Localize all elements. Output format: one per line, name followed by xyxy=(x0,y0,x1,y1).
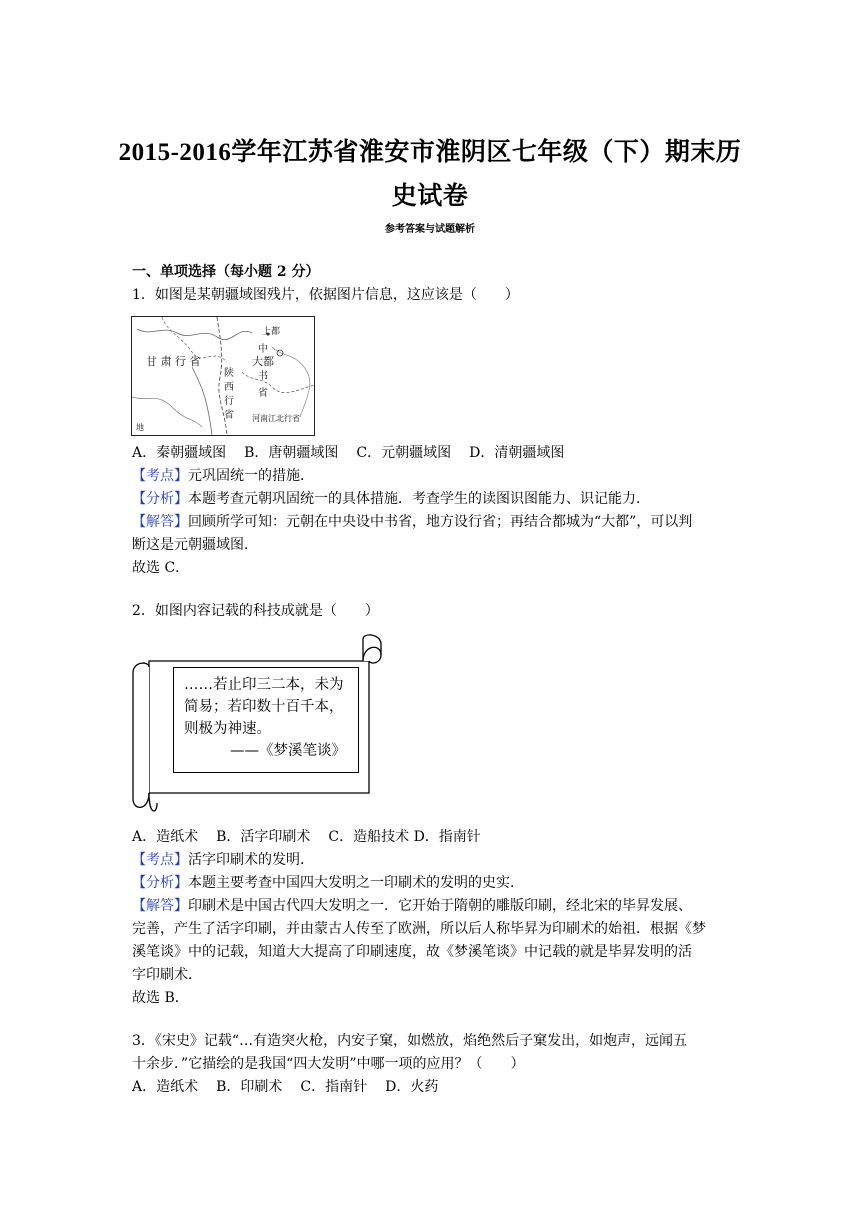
map-label-shaanxi: 陕西行省 xyxy=(224,368,234,421)
scroll-line-1: ……若止印三二本，未为 xyxy=(184,677,344,693)
fenxi-tag: 【分析】 xyxy=(132,875,188,891)
q2-fenxi-text: 本题主要考查中国四大发明之一印刷术的发明的史实． xyxy=(188,875,524,891)
q1-option-b[interactable]: B．唐朝疆域图 xyxy=(244,445,339,461)
q2-option-a[interactable]: A．造纸术 xyxy=(132,829,199,845)
q1-jieda-2: 断这是元朝疆域图． xyxy=(132,537,258,553)
page-title-line1: 2015-2016学年江苏省淮安市淮阴区七年级（下）期末历 xyxy=(118,139,742,166)
scroll-text-box xyxy=(173,667,359,773)
q2-jieda-text-1: 印刷术是中国古代四大发明之一．它开始于隋朝的雕版印刷，经北宋的毕昇发展、 xyxy=(188,898,692,914)
page-subtitle: 参考答案与试题解析 xyxy=(385,224,475,235)
kaodian-tag: 【考点】 xyxy=(132,468,188,484)
map-label-dadu: 大都 xyxy=(252,355,274,368)
q3-stem-2: 十余步．”它描绘的是我国“四大发明”中哪一项的应用？（ ） xyxy=(132,1056,525,1072)
kaodian-tag: 【考点】 xyxy=(132,852,188,868)
map-label-shu: 书 xyxy=(258,371,268,382)
q1-answer: 故选 C． xyxy=(132,560,190,576)
q2-kaodian xyxy=(132,850,732,870)
map-label-di: 地 xyxy=(136,423,144,432)
q1-kaodian-text: 元巩固统一的措施． xyxy=(188,468,314,484)
map-label-gansu: 甘 肃 行 省 xyxy=(146,355,201,368)
q2-jieda-2: 完善，产生了活字印刷，并由蒙古人传至了欧洲，所以后人称毕昇为印刷术的始祖．根据《梦 xyxy=(132,921,706,937)
q2-jieda-4: 字印刷术． xyxy=(132,967,202,983)
q1-options xyxy=(132,443,732,463)
q2-stem: 2．如图内容记载的科技成就是（ ） xyxy=(132,603,379,619)
q1-option-d[interactable]: D．清朝疆域图 xyxy=(469,445,565,461)
q3-option-b[interactable]: B．印刷术 xyxy=(216,1079,283,1095)
section-heading: 一、单项选择（每小题 2 分） xyxy=(132,264,320,280)
q1-kaodian xyxy=(132,466,732,486)
q2-kaodian-text: 活字印刷术的发明． xyxy=(188,852,314,868)
q1-option-c[interactable]: C．元朝疆域图 xyxy=(356,445,452,461)
q3-option-d[interactable]: D．火药 xyxy=(385,1079,439,1095)
q3-options xyxy=(132,1077,732,1097)
q1-fenxi-text: 本题考查元朝巩固统一的具体措施．考查学生的读图识图能力、识记能力． xyxy=(188,491,650,507)
jieda-tag: 【解答】 xyxy=(132,514,188,530)
q2-options xyxy=(132,827,732,847)
page-title-line2: 史试卷 xyxy=(391,183,469,210)
q1-option-a[interactable]: A．秦朝疆域图 xyxy=(132,445,227,461)
q3-option-c[interactable]: C．指南针 xyxy=(300,1079,368,1095)
fenxi-tag: 【分析】 xyxy=(132,491,188,507)
map-label-sheng: 省 xyxy=(258,388,268,399)
q1-stem: 1．如图是某朝疆域图残片，依据图片信息，这应该是（ ） xyxy=(132,287,519,303)
q2-jieda xyxy=(132,896,732,916)
q1-fenxi xyxy=(132,489,732,509)
scroll-line-4: ——《梦溪笔谈》 xyxy=(230,743,346,759)
q1-jieda xyxy=(132,512,732,532)
scroll-line-3: 则极为神速。 xyxy=(184,721,271,737)
q1-map-figure xyxy=(131,316,315,436)
q2-option-cd[interactable]: C．造船技术 D．指南针 xyxy=(328,829,481,845)
q2-option-b[interactable]: B．活字印刷术 xyxy=(216,829,311,845)
q2-fenxi xyxy=(132,873,732,893)
q2-scroll-figure xyxy=(131,633,383,815)
map-label-shangdu: 上都 xyxy=(262,327,281,337)
map-label-zhong: 中 xyxy=(258,344,268,355)
q3-stem-1: 3．《宋史》记载“…有造突火枪，内安子窠，如燃放，焰绝然后子窠发出，如炮声，远闻五 xyxy=(132,1033,688,1049)
q1-jieda-text-1: 回顾所学可知：元朝在中央设中书省，地方设行省；再结合都城为“大都”，可以判 xyxy=(188,514,693,530)
jieda-tag: 【解答】 xyxy=(132,898,188,914)
q2-answer: 故选 B． xyxy=(132,990,189,1006)
map-label-henan: 河南江北行省 xyxy=(252,414,300,423)
q3-option-a[interactable]: A．造纸术 xyxy=(132,1079,199,1095)
scroll-line-2: 简易；若印数十百千本， xyxy=(184,699,344,715)
q2-jieda-3: 溪笔谈》中的记载，知道大大提高了印刷速度，故《梦溪笔谈》中记载的就是毕昇发明的活 xyxy=(132,944,692,960)
